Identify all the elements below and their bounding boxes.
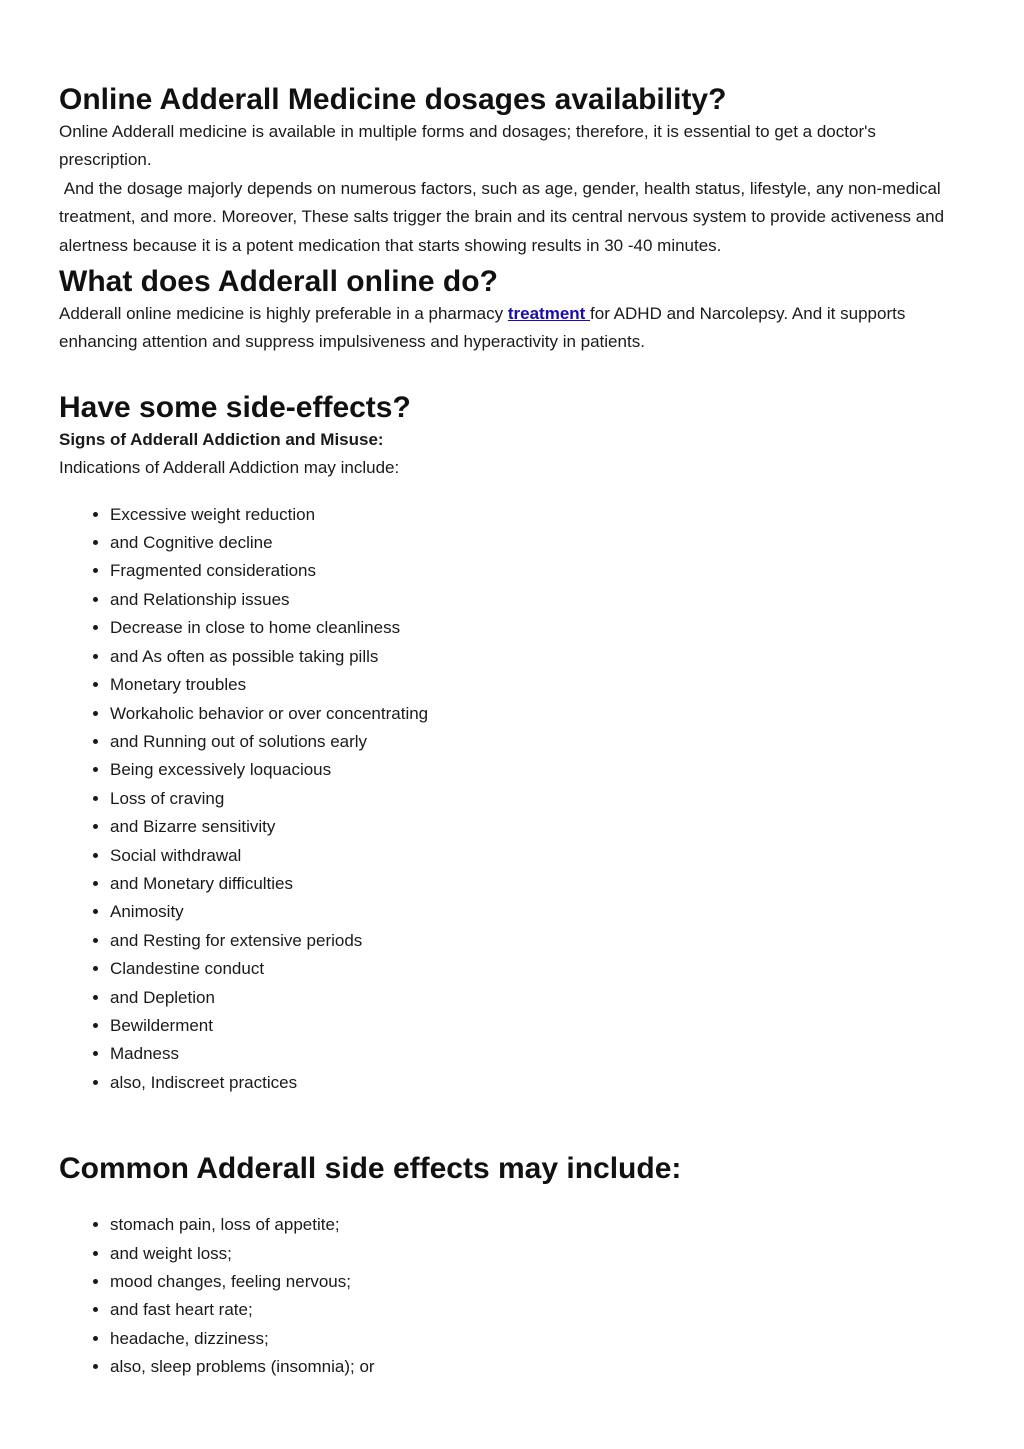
list-item: • Clandestine conduct [110,955,964,983]
list-item: • stomach pain, loss of appetite; [110,1211,964,1239]
what-heading: What does Adderall online do? [59,265,498,299]
list-item: • Madness [110,1040,964,1068]
addiction-intro: Indications of Adderall Addiction may include: [59,458,400,478]
list-item: • mood changes, feeling nervous; [110,1268,964,1296]
list-item: • and As often as possible taking pills [110,643,964,671]
list-item: • Being excessively loquacious [110,756,964,784]
list-item: • Workaholic behavior or over concentrating [110,700,964,728]
list-item: • and Running out of solutions early [110,728,964,756]
list-item: • Excessive weight reduction [110,501,964,529]
dosage-paragraph-1: Online Adderall medicine is available in multiple forms and dosages; therefore, it is essential to get a doctor's prescription. [59,122,876,170]
list-item: • Social withdrawal [110,842,964,870]
document-page [59,78,964,1382]
list-item: • and Monetary difficulties [110,870,964,898]
list-item: • Fragmented considerations [110,557,964,585]
list-item: • also, Indiscreet practices [110,1069,964,1097]
list-item: • Loss of craving [110,785,964,813]
what-paragraph [59,300,964,357]
list-item: • and weight loss; [110,1240,964,1268]
side-effects-heading: Have some side-effects? [59,390,411,424]
list-item: • and fast heart rate; [110,1296,964,1324]
common-side-effects-heading: Common Adderall side effects may include: [59,1152,682,1186]
dosage-heading: Online Adderall Medicine dosages availability? [59,83,727,116]
list-item: • and Depletion [110,984,964,1012]
list-item: • Monetary troubles [110,671,964,699]
list-item: • and Bizarre sensitivity [110,813,964,841]
list-item: • Bewilderment [110,1012,964,1040]
addiction-signs-list [59,501,964,1098]
list-item: • and Cognitive decline [110,529,964,557]
common-side-effects-list [59,1211,964,1381]
list-item: • also, sleep problems (insomnia); or [110,1353,964,1381]
list-item: • headache, dizziness; [110,1325,964,1353]
list-item: • Decrease in close to home cleanliness [110,614,964,642]
list-item: • and Resting for extensive periods [110,927,964,955]
treatment-link[interactable]: treatment [507,304,591,324]
what-text-after-link: for ADHD and Narcolepsy. And it supports enhancing attention and suppress impulsiveness and hyperactivity in patients. [59,304,906,352]
dosage-paragraph-2: And the dosage majorly depends on numerous factors, such as age, gender, health status, lifestyle, any non-medical treatment, and more. Moreover, These salts trigger the brain and its central nervous system to provide activeness and alertness because it is a potent medication that starts showing results in 30 -40 minutes. [59,178,949,255]
addiction-signs-subheading: Signs of Adderall Addiction and Misuse: [59,429,384,449]
list-item: • Animosity [110,898,964,926]
what-text-before-link: Adderall online medicine is highly preferable in a pharmacy [59,304,508,324]
list-item: • and Relationship issues [110,586,964,614]
